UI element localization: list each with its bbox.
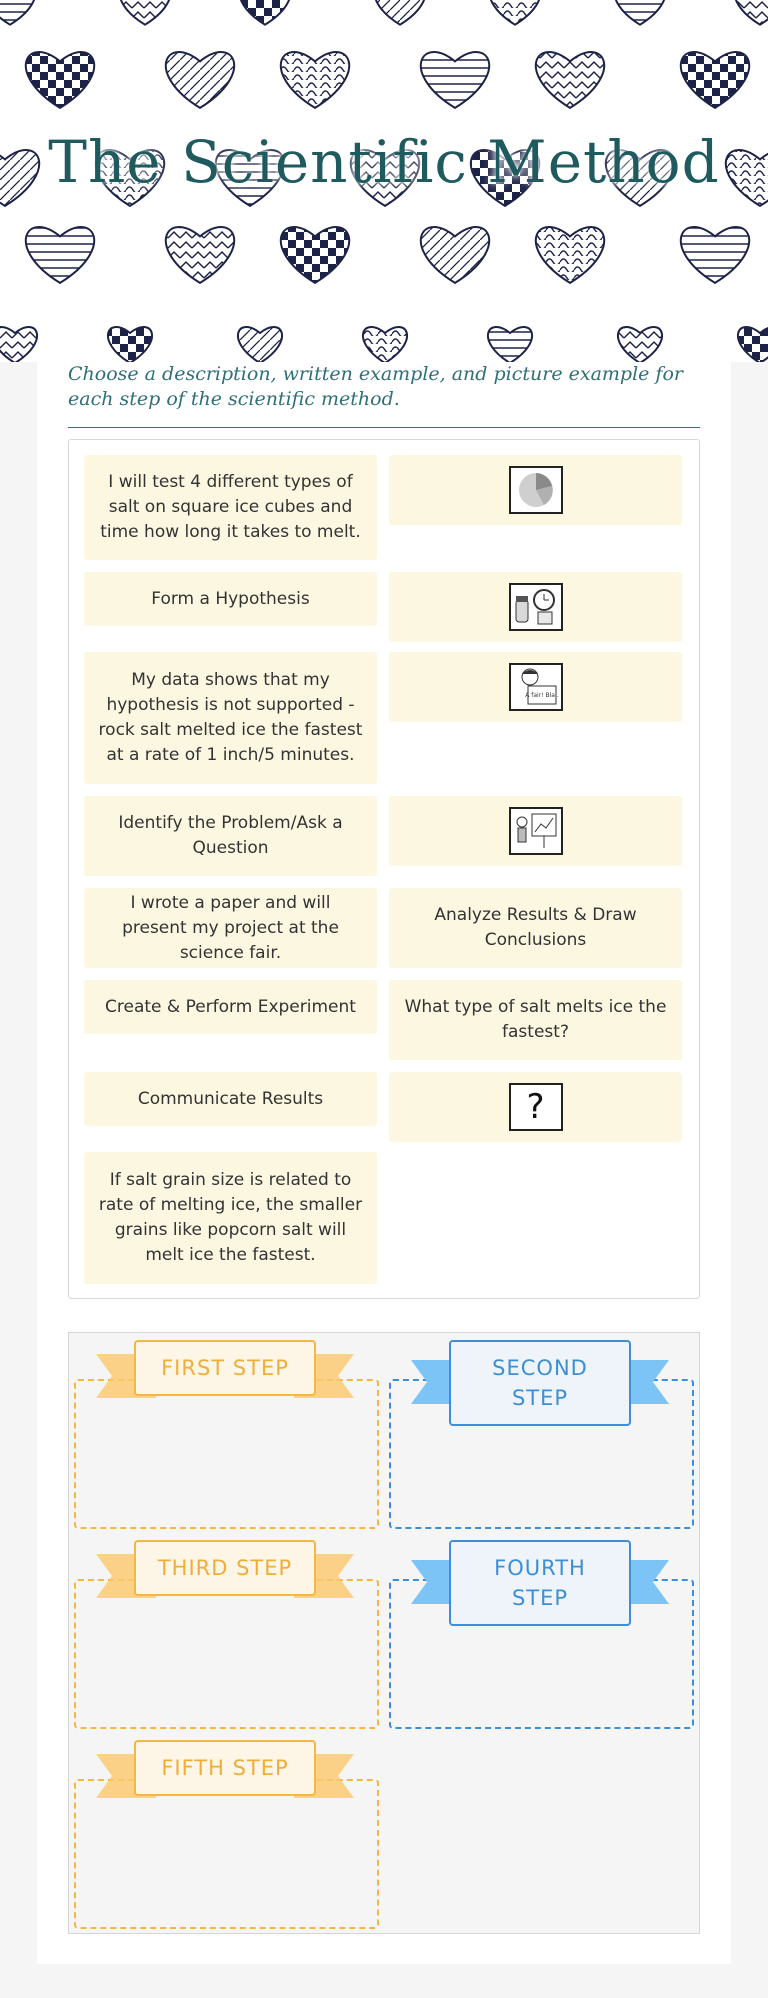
heart-decoration — [615, 0, 666, 25]
step-drop-area — [68, 1332, 700, 1934]
step-label: FOURTH STEP — [449, 1540, 631, 1626]
svg-text:A fair! Bla..: A fair! Bla.. — [524, 692, 559, 699]
page-title: The Scientific Method — [48, 128, 720, 196]
heart-decoration — [363, 327, 407, 362]
heart-decoration — [488, 327, 532, 362]
heart-decoration — [166, 227, 234, 283]
heart-decoration — [421, 52, 489, 108]
card-identify-problem[interactable]: Identify the Problem/Ask a Question — [84, 796, 377, 876]
heart-decoration — [375, 0, 426, 25]
heart-decoration — [681, 52, 749, 108]
heart-decoration — [0, 0, 35, 25]
heart-decoration — [238, 327, 282, 362]
heart-decoration — [536, 52, 604, 108]
label-third-step — [96, 1540, 354, 1610]
heart-decoration — [421, 227, 489, 283]
card-data-conclusion-example[interactable]: My data shows that my hypothesis is not supported - rock salt melted ice the fastest at a rate of 1 inch/5 minutes. — [84, 652, 377, 784]
card-present-project-example[interactable]: I wrote a paper and will present my project at the science fair. — [84, 888, 377, 968]
step-label: FIFTH STEP — [134, 1740, 316, 1796]
heart-decoration — [166, 52, 234, 108]
instructions-text: Choose a description, written example, and picture example for each step of the scientific method. — [68, 363, 683, 410]
girl-with-sign-image — [509, 663, 563, 711]
card-salt-question-example[interactable]: What type of salt melts ice the fastest? — [389, 980, 682, 1060]
pie-chart-image — [509, 466, 563, 514]
label-second-step — [411, 1340, 669, 1430]
card-presenter-picture[interactable] — [389, 796, 682, 866]
card-test-salt-example[interactable]: I will test 4 different types of salt on square ice cubes and time how long it takes to melt. — [84, 455, 377, 560]
label-fifth-step — [96, 1740, 354, 1810]
heart-decoration — [0, 327, 37, 362]
step-label: SECOND STEP — [449, 1340, 631, 1426]
card-form-hypothesis[interactable]: Form a Hypothesis — [84, 572, 377, 626]
card-bank — [68, 439, 700, 1299]
heart-decoration — [240, 0, 291, 25]
label-first-step — [96, 1340, 354, 1410]
question-mark-image: ? — [509, 1083, 563, 1131]
card-pie-chart-picture[interactable] — [389, 455, 682, 525]
card-create-experiment[interactable]: Create & Perform Experiment — [84, 980, 377, 1034]
heart-decoration — [738, 327, 768, 362]
card-hypothesis-example[interactable]: If salt grain size is related to rate of melting ice, the smaller grains like popcorn salt will melt ice the fastest. — [84, 1152, 377, 1284]
card-girl-sign-picture[interactable] — [389, 652, 682, 722]
salt-timer-ice-image — [509, 583, 563, 631]
heart-decoration — [120, 0, 171, 25]
presenter-chart-image — [509, 807, 563, 855]
heart-decoration — [536, 227, 604, 283]
card-analyze-results[interactable]: Analyze Results & Draw Conclusions — [389, 888, 682, 968]
heart-decoration — [281, 227, 349, 283]
heart-decoration — [490, 0, 541, 25]
heart-decoration — [108, 327, 152, 362]
card-salt-timer-picture[interactable] — [389, 572, 682, 642]
heart-decoration — [26, 52, 94, 108]
card-question-mark-picture[interactable] — [389, 1072, 682, 1142]
heart-decoration — [618, 327, 662, 362]
heart-decoration — [281, 52, 349, 108]
header-banner — [0, 0, 768, 362]
label-fourth-step — [411, 1540, 669, 1630]
step-label: FIRST STEP — [134, 1340, 316, 1396]
step-label: THIRD STEP — [134, 1540, 316, 1596]
divider — [68, 427, 700, 428]
heart-decoration — [681, 227, 749, 283]
heart-decoration — [26, 227, 94, 283]
card-communicate-results[interactable]: Communicate Results — [84, 1072, 377, 1126]
heart-decoration — [735, 0, 768, 25]
